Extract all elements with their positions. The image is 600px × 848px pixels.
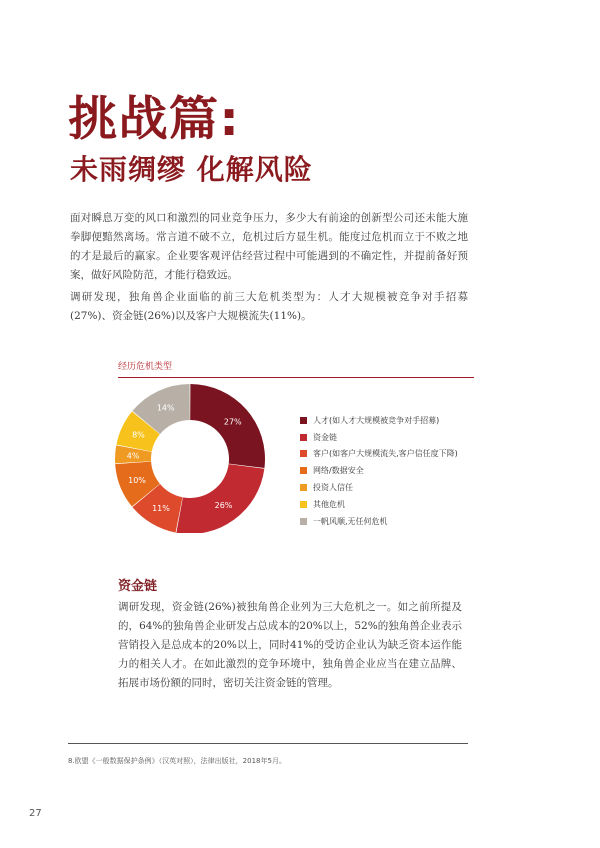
page-title: 挑战篇:	[68, 92, 240, 147]
legend-label: 一帆风顺,无任何危机	[313, 516, 388, 526]
donut-slice	[176, 464, 264, 533]
legend-item	[300, 479, 458, 496]
page-number: 27	[29, 808, 42, 819]
intro-paragraph: 面对瞬息万变的风口和激烈的同业竞争压力，多少大有前途的创新型公司还未能大施拳脚便黯然离场。常言道不破不立，危机过后方显生机。能度过危机而立于不败之地的才是最后的赢家。企业要客观评估经营过程中可能遇到的不确定性，并提前备好预案，做好风险防范，才能行稳致远。	[70, 212, 468, 281]
legend-swatch	[300, 450, 307, 457]
legend-item	[300, 429, 458, 446]
legend-label: 资金链	[313, 432, 337, 442]
section-heading: 资金链	[118, 579, 158, 594]
legend-swatch	[300, 518, 307, 525]
chart-legend	[300, 412, 458, 530]
legend-item	[300, 462, 458, 479]
page-subtitle: 未雨绸缪 化解风险	[70, 153, 313, 186]
legend-swatch	[300, 484, 307, 491]
legend-swatch	[300, 417, 307, 424]
legend-item	[300, 412, 458, 429]
legend-label: 网络/数据安全	[313, 466, 364, 476]
slice-label: 4%	[126, 451, 140, 461]
legend-swatch	[300, 501, 307, 508]
slice-label: 14%	[156, 403, 175, 413]
legend-item	[300, 496, 458, 513]
legend-label: 投资人信任	[313, 483, 353, 493]
survey-paragraph: 调研发现，独角兽企业面临的前三大危机类型为：人才大规模被竞争对手招募(27%)、资金链(26%)以及客户大规模流失(11%)。	[70, 291, 468, 322]
legend-swatch	[300, 467, 307, 474]
slice-label: 26%	[214, 501, 233, 511]
legend-label: 人才(如人才大规模被竞争对手招募)	[313, 415, 440, 425]
legend-item	[300, 446, 458, 463]
legend-label: 客户(如客户大规模流失,客户信任度下降)	[313, 449, 458, 459]
slice-label: 10%	[128, 475, 146, 485]
chart-title: 经历危机类型	[118, 362, 173, 372]
legend-item	[300, 513, 458, 530]
chart-title-rule	[118, 377, 474, 378]
legend-swatch	[300, 434, 307, 441]
donut-chart	[108, 383, 278, 533]
slice-label: 8%	[132, 430, 145, 440]
legend-label: 其他危机	[313, 499, 345, 509]
section-paragraph: 调研发现，资金链(26%)被独角兽企业列为三大危机之一。如之前所提及的，64%的独角兽企业研发占总成本的20%以上，52%的独角兽企业表示营销投入是总成本的20%以上，同时41%的受访企业认为缺乏资本运作能力的相关人才。在如此激烈的竞争环境中，独角兽企业应当在建立品牌、拓展市场份额的同时，密切关注资金链的管理。	[118, 601, 462, 689]
slice-label: 11%	[152, 504, 170, 514]
footnote-rule	[68, 743, 468, 744]
slice-label: 27%	[223, 417, 242, 427]
footnote: 8.欧盟《一般数据保护条例》（汉英对照），法律出版社，2018年5月。	[68, 757, 286, 765]
